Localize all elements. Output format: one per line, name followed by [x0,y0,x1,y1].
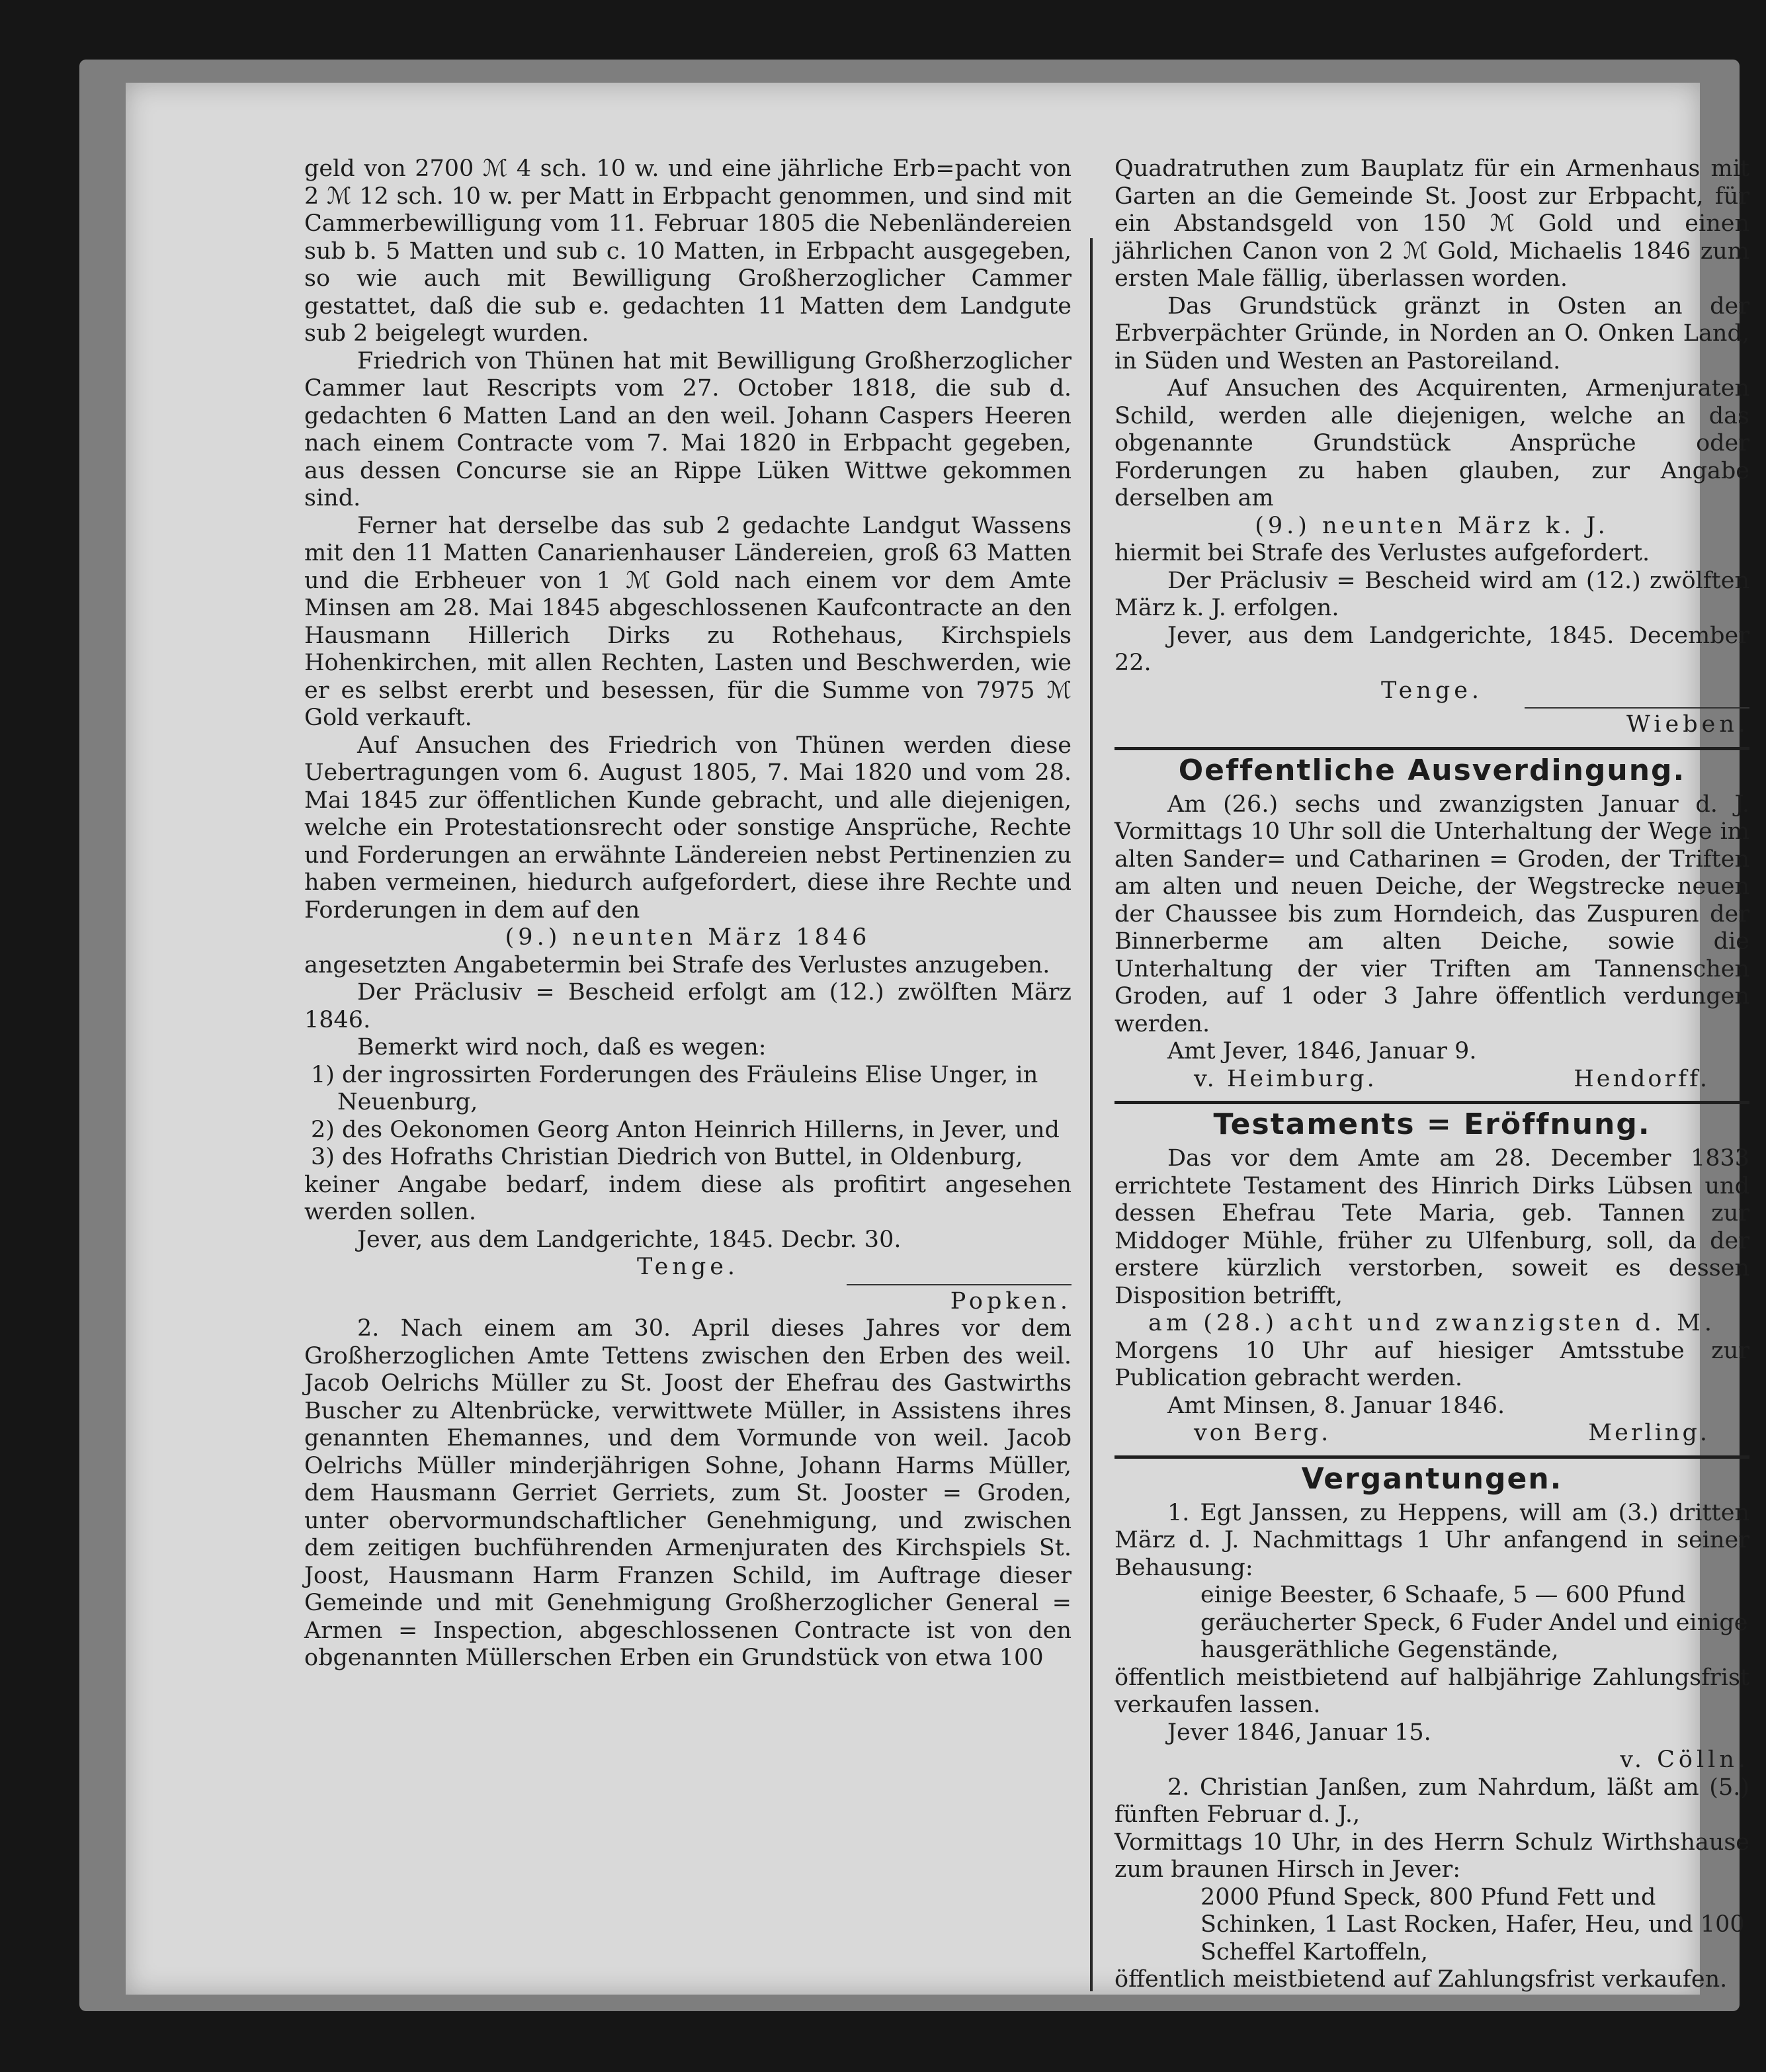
paragraph: öffentlich meistbietend auf halbjährige Zahlungsfrist verkaufen lassen. [1114,1664,1749,1718]
paragraph: Friedrich von Thünen hat mit Bewilligung Großherzoglicher Cammer laut Rescripts vom 27. October 1818, die sub d. gedachten 6 Matten Land an den weil. Johann Caspers Heeren nach einem Contracte vom 7. Mai 1820 in Erbpacht gegeben, aus dessen Concurse sie an Rippe Lüken Wittwe gekommen sind. [304,347,1072,511]
paragraph: 2. Nach einem am 30. April dieses Jahres vor dem Großherzoglichen Amte Tettens zwischen den Erben des weil. Jacob Oelrichs Müller zu St. Joost der Ehefrau des Gastwirths Buscher zu Altenbrücke, verwittwete Müller, in Assistens ihres genannten Ehemannes, und dem Vormunde von weil. Jacob Oelrichs Müller minderjährigen Sohne, Johann Harms Müller, dem Hausmann Gerriet Gerriets, zum St. Jooster = Groden, unter obervormundschaftlicher Genehmigung, und zwischen dem zeitigen buchführenden Armenjuraten des Kirchspiels St. Joost, Hausmann Harm Franzen Schild, im Auftrage dieser Gemeinde und mit Genehmigung Großherzoglicher General = Armen = Inspection, abgeschlossenen Contracte ist von den obgenannten Müllerschen Erben ein Grundstück von etwa 100 [304,1315,1072,1671]
paragraph: 2. Christian Janßen, zum Nahrdum, läßt am (5.) fünften Februar d. J., [1114,1774,1749,1828]
paragraph: Jever 1846, Januar 15. [1167,1719,1431,1746]
section-title: Vergantungen. [1301,1461,1563,1496]
paragraph: Am (26.) sechs und zwanzigsten Januar d. J. Vormittags 10 Uhr soll die Unterhaltung der Wege im alten Sander= und Catharinen = Groden, der Triften am alten und neuen Deiche, der Wegstrecke neuen der Chaussee bis zum Horndeich, das Zuspuren der Binnerberme am alten Deiche, sowie die Unterhaltung der vier Triften am Tannenschen Groden, auf 1 oder 3 Jahre öffentlich verdungen werden. [1114,791,1749,1037]
left-column [304,155,1072,1672]
column-divider [1090,238,1093,1991]
paragraph: Das vor dem Amte am 28. December 1833 errichtete Testament des Hinrich Dirks Lübsen und dessen Ehefrau Tete Maria, geb. Tannen zur Middoger Mühle, früher zu Ulfenburg, soll, da der erstere kürzlich verstorben, soweit es dessen Disposition betrifft, [1114,1145,1749,1309]
paragraph: 2) des Oekonomen Georg Anton Heinrich Hillerns, in Jever, und [311,1116,1060,1143]
signature-name: Merling. [1588,1420,1710,1446]
paragraph: Bemerkt wird noch, daß es wegen: [357,1034,767,1060]
notice-line: (9.) neunten März k. J. [1255,512,1609,539]
paragraph: Auf Ansuchen des Acquirenten, Armenjuraten Schild, werden alle diejenigen, welche an das obgenannte Grundstück Ansprüche oder Forderungen zu haben glauben, zur Angabe derselben am [1114,375,1749,511]
signature-rule [847,1284,1072,1285]
paragraph: Morgens 10 Uhr auf hiesiger Amtsstube zur Publication gebracht werden. [1114,1337,1749,1391]
paragraph: Vormittags 10 Uhr, in des Herrn Schulz Wirthshause zum braunen Hirsch in Jever: [1114,1829,1749,1883]
paragraph: angesetzten Angabetermin bei Strafe des Verlustes anzugeben. [304,951,1050,978]
section-rule [1114,1101,1749,1104]
paragraph: öffentlich meistbietend auf Zahlungsfrist verkaufen. [1114,1966,1728,1993]
notice-line: (9.) neunten März 1846 [505,924,871,951]
paragraph: hiermit bei Strafe des Verlustes aufgefordert. [1114,540,1650,566]
notice-line: v. Cölln. [1620,1747,1749,1773]
signature-name: v. Heimburg. [1194,1065,1377,1092]
paragraph: geld von 2700 ℳ 4 sch. 10 w. und eine jährliche Erb=pacht von 2 ℳ 12 sch. 10 w. per Matt in Erbpacht genommen, und sind mit Cammerbewilligung vom 11. Februar 1805 die Nebenländereien sub b. 5 Matten und sub c. 10 Matten, in Erbpacht ausgegeben, so wie auch mit Bewilligung Großherzoglicher Cammer gestattet, daß die sub e. gedachten 11 Matten dem Landgute sub 2 beigelegt wurden. [304,155,1072,347]
paragraph: Auf Ansuchen des Friedrich von Thünen werden diese Uebertragungen vom 6. August 1805, 7. Mai 1820 und vom 28. Mai 1845 zur öffentlichen Kunde gebracht, und alle diejenigen, welche ein Protestationsrecht oder sonstige Ansprüche, Rechte und Forderungen an erwähnte Ländereien nebst Pertinenzien zu haben vermeinen, hiedurch aufgefordert, diese ihre Rechte und Forderungen in dem auf den [304,732,1072,924]
notice-line: am (28.) acht und zwanzigsten d. M. [1148,1310,1716,1336]
paragraph: Amt Minsen, 8. Januar 1846. [1167,1392,1505,1419]
paragraph: Der Präclusiv = Bescheid erfolgt am (12.) zwölften März 1846. [304,979,1072,1033]
paragraph: keiner Angabe bedarf, indem diese als profitirt angesehen werden sollen. [304,1171,1072,1225]
paragraph: 2000 Pfund Speck, 800 Pfund Fett und Schinken, 1 Last Rocken, Hafer, Heu, und 100 Scheffel Kartoffeln, [1200,1883,1745,1965]
newspaper-page [126,83,1749,1995]
paragraph: Jever, aus dem Landgerichte, 1845. Decbr. 30. [357,1226,902,1253]
right-column [1114,155,1749,1994]
signature-line [1114,1420,1749,1447]
paragraph: 3) des Hofraths Christian Diedrich von Buttel, in Oldenburg, [311,1144,1023,1170]
section-rule [1114,747,1749,750]
paragraph: einige Beester, 6 Schaafe, 5 — 600 Pfund geräucherter Speck, 6 Fuder Andel und einige hausgeräthliche Gegenstände, [1200,1582,1748,1663]
notice-line: Tenge. [636,1254,739,1280]
signature-rule [1525,707,1749,709]
paragraph: Amt Jever, 1846, Januar 9. [1167,1038,1477,1064]
paragraph: Ferner hat derselbe das sub 2 gedachte Landgut Wassens mit den 11 Matten Canarienhauser Ländereien, groß 63 Matten und die Erbheuer von 1 ℳ Gold nach einem vor dem Amte Minsen am 28. Mai 1845 abgeschlossenen Kaufcontracte an den Hausmann Hillerich Dirks zu Rothehaus, Kirchspiels Hohenkirchen, mit allen Rechten, Lasten und Beschwerden, wie er es selbst ererbt und besessen, für die Summe von 7975 ℳ Gold verkauft. [304,512,1072,731]
paragraph: Das Grundstück gränzt in Osten an der Erbverpächter Gründe, in Norden an O. Onken Land, in Süden und Westen an Pastoreiland. [1114,292,1749,374]
paragraph: Der Präclusiv = Bescheid wird am (12.) zwölften März k. J. erfolgen. [1114,567,1749,621]
signature-line [1114,1066,1749,1094]
section-title: Oeffentliche Ausverdingung. [1178,753,1686,787]
section-rule [1114,1455,1749,1459]
paragraph: Quadratruthen zum Bauplatz für ein Armenhaus mit Garten an die Gemeinde St. Joost zur Erbpacht, für ein Abstandsgeld von 150 ℳ Gold und einen jährlichen Canon von 2 ℳ Gold, Michaelis 1846 zum ersten Male fällig, überlassen worden. [1114,155,1749,292]
paragraph: 1. Egt Janssen, zu Heppens, will am (3.) dritten März d. J. Nachmittags 1 Uhr anfangend in seiner Behausung: [1114,1499,1749,1581]
notice-line: Popken. [950,1287,1072,1315]
section-title: Testaments = Eröffnung. [1213,1107,1651,1141]
notice-line: Wieben. [1626,711,1749,738]
paragraph: 1) der ingrossirten Forderungen des Fräuleins Elise Unger, in Neuenburg, [311,1061,1038,1115]
notice-line: Tenge. [1380,677,1484,704]
signature-name: Hendorff. [1574,1065,1710,1092]
paragraph: Jever, aus dem Landgerichte, 1845. December 22. [1114,622,1749,676]
signature-name: von Berg. [1194,1420,1331,1446]
